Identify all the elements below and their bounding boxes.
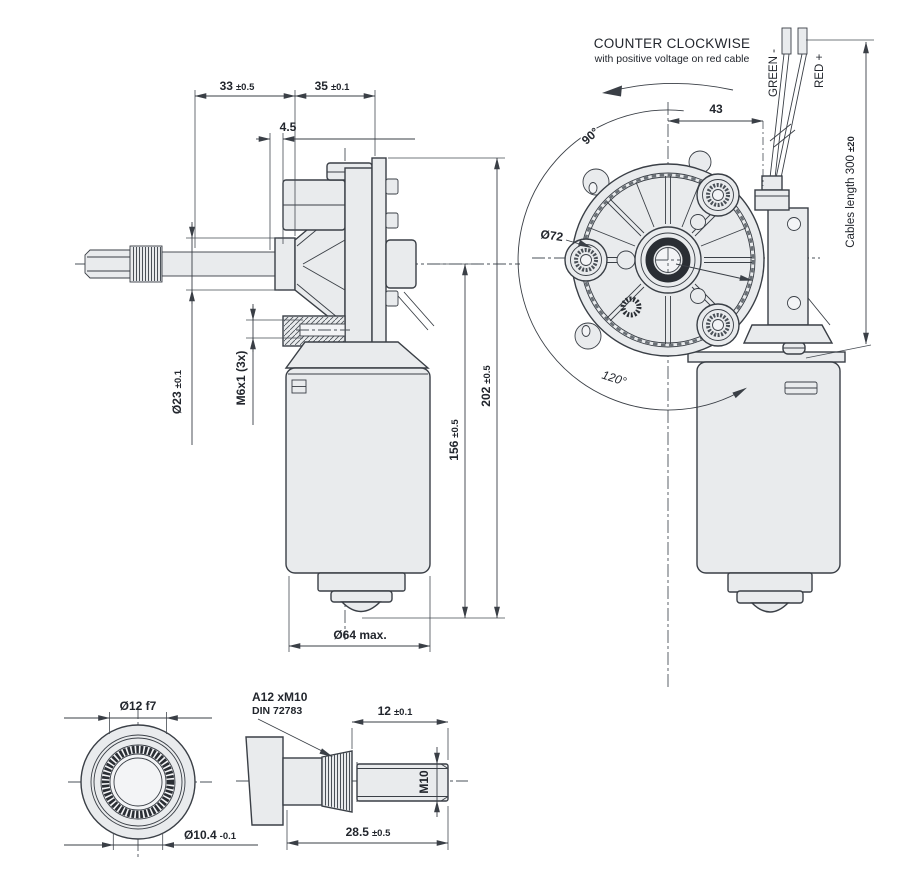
rotation-direction-subtitle: with positive voltage on red cable [594,53,750,65]
shaft-body [246,737,283,825]
dim-label-28-5: 28.5 ±0.5 [345,825,391,839]
wire-label-green: GREEN - [768,49,780,97]
shaft-step-cylinder [283,758,322,805]
dim-label-d23: Ø23±0.1 [170,369,184,415]
side-view [75,79,520,652]
dim-label-43: 43 [709,102,723,116]
dim-label-33: 33 ±0.5 [219,79,255,93]
front-view [518,28,874,690]
wire-label-red: RED + [814,53,826,88]
cable-terminal [782,28,791,54]
flange-plate-side [372,158,386,363]
ccw-rotation-arrow-icon [602,83,733,96]
threaded-section [357,764,448,801]
dim-label-156: 156±0.5 [447,419,461,461]
shaft-knurl-texture [131,247,161,281]
flange-screw [386,179,398,194]
shaft-detail-view [236,690,468,850]
bracket-hole [788,218,801,231]
rear-hub-side [386,240,416,288]
dim-label-m10: M10 [417,770,431,794]
dim-label-d10-4: Ø10.4 -0.1 [183,828,237,842]
output-hub-front [635,227,701,293]
output-shaft-side [85,246,275,282]
dim-label-m6: M6x1 (3x) [234,350,248,406]
taper-spec-text: A12 xM10 [252,690,308,704]
dim-28-5 [287,806,448,850]
dim-label-cable-length: Cables length 300±20 [845,136,857,248]
angle-label-120: 120° [600,367,629,389]
taper-standard-text: DIN 72783 [252,705,303,717]
shaft-end-view [64,699,258,858]
dim-label-d64: Ø64 max. [333,628,387,642]
motor-body-front [688,342,845,612]
dim-label-202: 202±0.5 [479,365,493,407]
bracket-hole [788,297,801,310]
taper-knurl-section [322,751,352,812]
rib-hole [691,215,706,230]
bearing-bump-front [752,603,788,612]
end-bell-step2 [331,591,392,602]
angle-label-90: 90° [578,124,602,148]
cable-exit-side [398,292,434,330]
bearing-bump-side [342,602,380,612]
rotation-direction-title: COUNTER CLOCKWISE [593,36,751,51]
dim-label-12: 12 ±0.1 [377,704,413,718]
rib-hole [617,251,635,269]
dim-label-4-5: 4.5 [279,120,297,134]
rib-hole [691,289,706,304]
dim-12 [352,704,448,760]
ear-tab-hole [589,183,597,194]
cable-terminal [798,28,807,54]
gearbox-housing-front [565,151,764,356]
motor-body-side [286,342,430,612]
dim-label-d72: Ø72 [539,227,564,245]
flange-screw [386,291,398,306]
gearbox-housing-side [275,158,434,363]
end-bell-step1 [318,573,405,591]
dim-label-35: 35 ±0.1 [314,79,350,93]
ear-tab-hole [582,326,590,337]
dim-label-d12: Ø12 f7 [119,699,157,713]
flange-screw [386,213,398,228]
cable-junction-box [755,176,789,210]
mounting-boss-front [697,174,739,216]
mounting-boss-front [697,304,739,346]
